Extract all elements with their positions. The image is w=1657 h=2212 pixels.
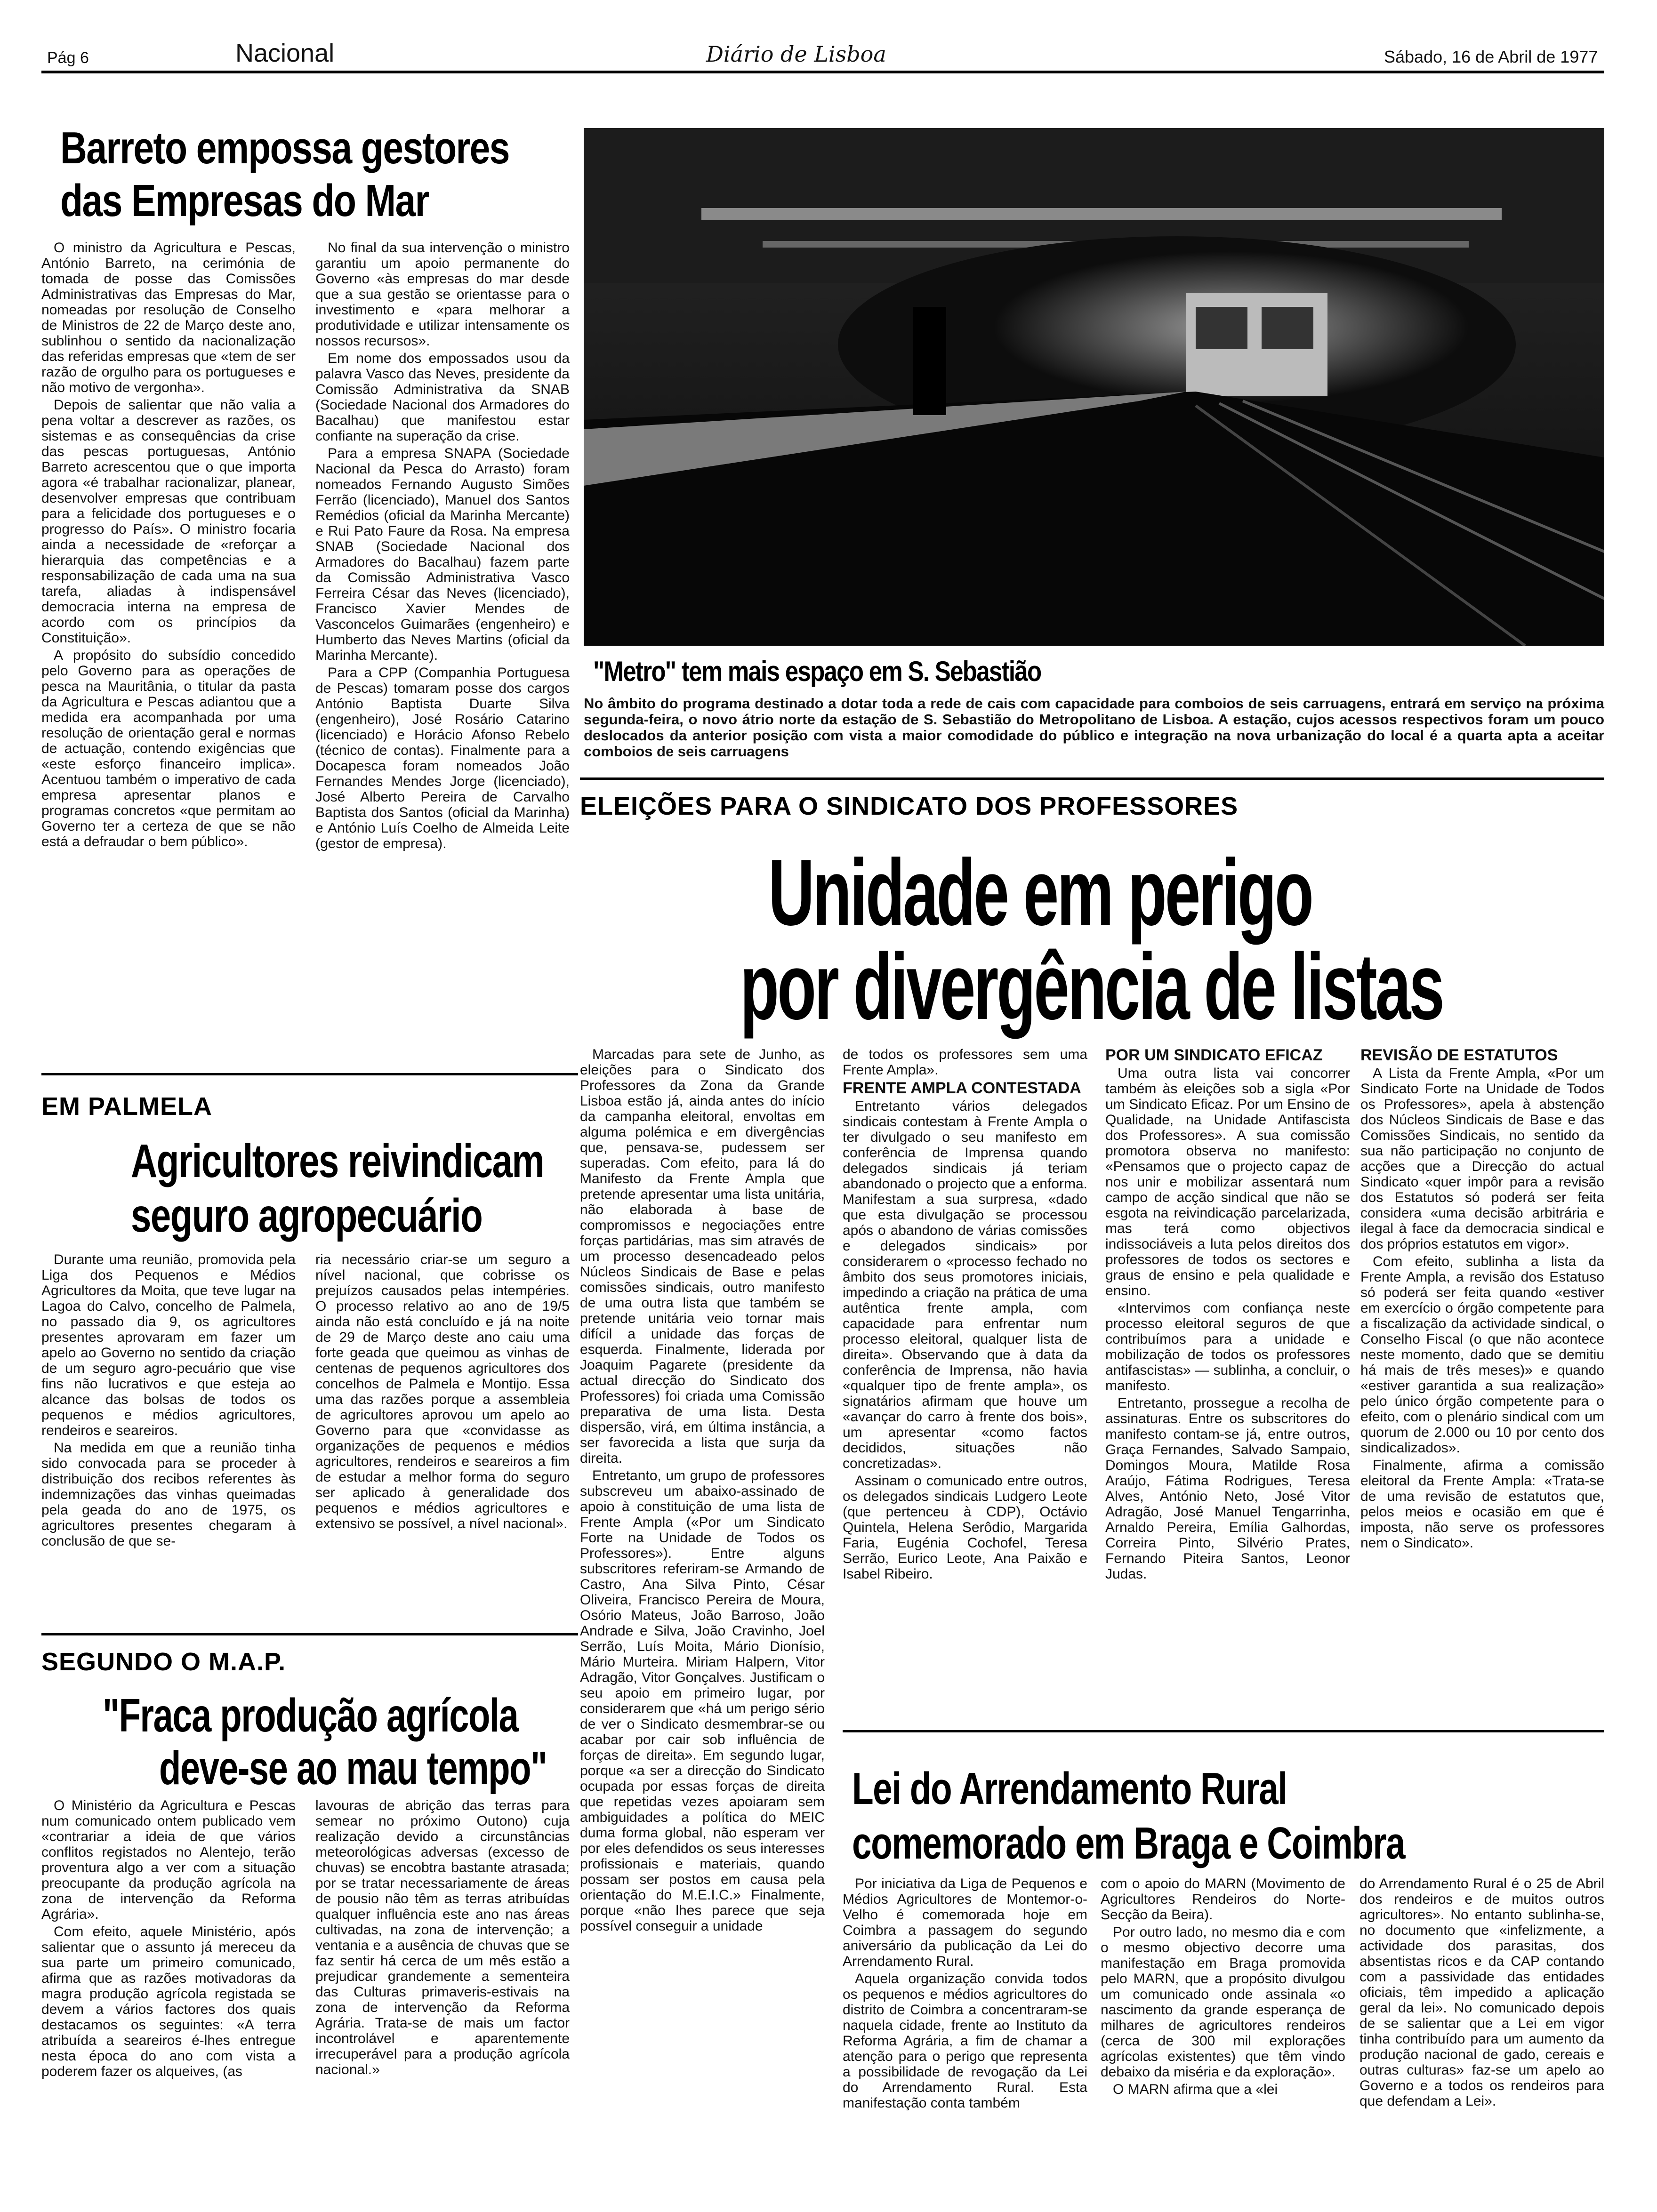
palmela-article	[41, 1078, 578, 1628]
paragraph: Com efeito, sublinha a lista da Frente Ampla, a revisão dos Estatuso só poderá ser feita quando «estiver em exercício o órgão competente para a fiscalização da actividade sindical, o Conselho Fiscal (o que não acontece neste momento, dado que se demitiu há mais de três meses)» e quando «estiver garantida a sua realização» pelo único órgão competente para o efeito, com o plenário sindical com um quorum de 2.000 ou 10 por cento dos sindicalizados».	[1360, 1254, 1604, 1456]
palmela-column-1	[41, 1252, 296, 1551]
barreto-column-1	[41, 240, 296, 851]
map-column-1	[41, 1798, 296, 2081]
paragraph: Entretanto, prossegue a recolha de assinaturas. Entre os subscritores do manifesto contam-se já, entre outros, Graça Fernandes, Salvado Sampaio, Domingos Moura, Matilde Rosa Araújo, Fátima Rodrigues, Teresa Alves, António Neto, José Vitor Adragão, José Manuel Tengarrinha, Arnaldo Pereira, Emília Galhordas, Correira Pinto, Silvério Prates, Fernando Piteira Santos, Leonor Judas.	[1105, 1395, 1350, 1582]
newspaper-name: Diário de Lisboa	[706, 41, 886, 67]
paragraph: O ministro da Agricultura e Pescas, António Barreto, na cerimónia de tomada de posse das Comissões Administrativas das Empresas do Mar, nomeadas por resolução de Conselho de Ministros de 22 de Março deste ano, sublinhou o sentido da nacionalização das referidas empresas que «tem de ser razão de orgulho para os portugueses e não motivo de vergonha».	[41, 240, 296, 395]
paragraph: Por iniciativa da Liga de Pequenos e Médios Agricultores de Montemor-o-Velho é comemorada hoje em Coimbra a passagem do segundo aniversário da publicação da Lei do Arrendamento Rural.	[843, 1876, 1087, 1969]
paragraph: do Arrendamento Rural é o 25 de Abril dos rendeiros e de muitos outros agricultores». No entanto sublinha-se, no documento que «infelizmente, a actividade dos parasitas, dos absentistas ricos e da CAP contando com a passividade das entidades oficiais, têm impedido a aplicação geral da lei». No comunicado depois de se salientar que a Lei em vigor tinha contribuído para um aumento da produção nacional de gado, cereais e outras culturas» faz-se um apelo ao Governo e a todos os rendeiros para que defendam a Lei».	[1359, 1876, 1604, 2109]
paragraph: Com efeito, aquele Ministério, após salientar que o assunto já mereceu da sua parte um primeiro comunicado, afirma que as razões motivadoras da magra produção agrícola registada se devem a vários factores dos quais destacamos os seguintes: «A terra atribuída a seareiros é-lhes entregue nesta época do ano com vista a poderem fazer os alqueives, (as	[41, 1924, 296, 2079]
paragraph: Depois de salientar que não valia a pena voltar a descrever as razões, os sistemas e as consequências da crise das pescas portuguesas, António Barreto acrescentou que o que importa agora «é trabalhar racionalizar, planear, desenvolver empresas que contribuam para a felicidade dos portugueses e o progresso do País». O ministro focaria ainda a necessidade de «reforçar a hierarquia das competências e a responsabilização de cada uma na sua tarefa, aliadas à indispensável democracia interna na empresa de acordo com os princípios da Constituição».	[41, 397, 296, 646]
paragraph: Finalmente, afirma a comissão eleitoral da Frente Ampla: «Trata-se de uma revisão de estatutos que, pelos meios e ocasião em que é imposta, não serve os professores nem o Sindicato».	[1360, 1458, 1604, 1551]
issue-date: Sábado, 16 de Abril de 1977	[1384, 47, 1598, 66]
paragraph: Para a empresa SNAPA (Sociedade Nacional da Pesca do Arrasto) foram nomeados Fernando Augusto Simões Ferrão (licenciado), Manuel dos Santos Remédios (oficial da Marinha Mercante) e Rui Pato Faure da Rosa. Na empresa SNAB (Sociedade Nacional dos Armadores do Bacalhau) fazem parte da Comissão Administrativa Vasco Ferreira César das Neves (licenciado), Francisco Xavier Mendes de Vasconcelos Guimarães (engenheiro) e Humberto das Neves Martins (oficial da Marinha Mercante).	[315, 446, 570, 663]
eleicoes-column-2	[843, 1047, 1087, 1584]
paragraph: Por outro lado, no mesmo dia e com o mesmo objectivo decorre uma manifestação em Braga promovida pelo MARN, que a propósito divulgou um comunicado onde assinala «o nascimento da grande esperança de milhares de agricultores rendeiros (cerca de 300 mil explorações agrícolas existentes) que têm vindo debaixo da miséria e da exploração».	[1101, 1924, 1345, 2080]
eleicoes-kicker: ELEIÇÕES PARA O SINDICATO DOS PROFESSORES	[580, 792, 1239, 820]
eleicoes-column-1	[580, 1047, 825, 1936]
paragraph: O Ministério da Agricultura e Pescas num comunicado ontem publicado vem «contrariar a ideia de que vários conflitos registados no Alentejo, terão proventura algo a ver com a situação preocupante da produção agrícola na zona de intervenção da Reforma Agrária».	[41, 1798, 296, 1922]
paragraph: Entretanto vários delegados sindicais contestam à Frente Ampla o ter divulgado o seu manifesto em conferência de Imprensa quando delegados sindicais já teriam abandonado o projecto que a enforma. Manifestam a sua surpresa, «dado que esta divulgação se processou após o abandono de várias comissões e delegados sindicais» por considerarem o «processo fechado no âmbito dos seus promotores iniciais, impedindo a criação na prática de uma autêntica frente ampla, com capacidade para enfrentar num processo eleitoral, qualquer lista de direita». Observando que à data da conferência de Imprensa, não havia «qualquer tipo de frente ampla», os signatários afirmam que houve um «avançar do carro à frente dos bois», um apresentar «como factos decididos, situações não concretizadas».	[843, 1098, 1087, 1471]
arrendamento-column-1	[843, 1876, 1087, 2113]
masthead-rule	[41, 71, 1604, 73]
eleicoes-headline-line2: por divergência de listas	[740, 934, 1443, 1039]
paragraph: A propósito do subsídio concedido pelo Governo para as operações de pesca na Mauritânia, o titular da pasta da Agricultura e Pescas adiantou que a medida era acompanhada por uma resolução de orientação geral e normas de actuação, contendo exigências que «este esforço financeiro implica». Acentuou também o imperativo de cada empresa apresentar planos e programas concretos «que permitam ao Governo ter a certeza de que se não está a defraudar o bem público».	[41, 648, 296, 850]
paragraph: Uma outra lista vai concorrer também às eleições sob a sigla «Por um Sindicato Eficaz. Por um Ensino de Qualidade, na Unidade Antifascista dos Professores». A sua comissão promotora observa no manifesto: «Pensamos que o projecto capaz de nos unir e mobilizar assentará num campo de acção sindical que não se esgota na reivindicação parcelarizada, mas terá como objectivos indissociáveis a luta pelos direitos dos professores de todos os sectores e graus de ensino e pela qualidade e ensino.	[1105, 1066, 1350, 1298]
eleicoes-column-3	[1105, 1047, 1350, 1584]
arrendamento-top-rule	[843, 1730, 1604, 1732]
paragraph: ria necessário criar-se um seguro a nível nacional, que cobrisse os prejuízos causados pelas intempéries. O processo relativo ao ano de 19/5 ainda não está concluído e já na noite de 29 de Março deste ano caiu uma forte geada que queimou as vinhas de centenas de pequenos agricultores dos concelhos de Palmela e Montijo. Essa uma das razões porque a assembleia de agricultores aprovou um apelo ao Governo para que «convidasse as organizações de pequenos e médios agricultores, rendeiros e seareiros a fim de estudar a melhor forma do seguro ser aplicado à generalidade dos pequenos e médios agricultores e extensivo se possível, a nível nacional».	[315, 1252, 570, 1531]
paragraph: Durante uma reunião, promovida pela Liga dos Pequenos e Médios Agricultores da Moita, que teve lugar na Lagoa do Calvo, concelho de Palmela, no passado dia 9, os agricultores presentes aprovaram em fazer um apelo ao Governo no sentido da criação de um seguro agro-pecuário que vise fins não lucrativos e que esteja ao alcance das bolsas de todos os pequenos e médios agricultores, rendeiros e seareiros.	[41, 1252, 296, 1438]
palmela-top-rule	[41, 1073, 578, 1075]
barreto-column-2	[315, 240, 570, 853]
paragraph: Em nome dos empossados usou da palavra Vasco das Neves, presidente da Comissão Administrativa da SNAB (Sociedade Nacional dos Armadores do Bacalhau) que manifestou estar confiante na superação da crise.	[315, 351, 570, 444]
metro-photo	[584, 128, 1604, 646]
metro-station-photo-image	[584, 128, 1604, 646]
paragraph: O MARN afirma que a «lei	[1113, 2082, 1278, 2097]
arrendamento-headline-line2: comemorado em Braga e Coimbra	[852, 1818, 1405, 1868]
arrendamento-headline-line1: Lei do Arrendamento Rural	[852, 1763, 1287, 1814]
map-headline-line2: deve-se ao mau tempo"	[159, 1742, 547, 1795]
barreto-article	[41, 122, 573, 1064]
paragraph: Entretanto, um grupo de professores subscreveu um abaixo-assinado de apoio à constituição de uma lista de Frente Ampla («Por um Sindicato Forte na Unidade de Todos os Professores»). Entre alguns subscritores referiram-se Armando de Castro, Ana Silva Pinto, César Oliveira, Francisco Pereira de Moura, Osório Mateus, João Barroso, João Andrade e Silva, João Cravinho, Joel Serrão, Luís Moita, Mário Dionísio, Mário Murteira. Miriam Halpern, Vitor Adragão, Vitor Gonçalves. Justificam o seu apoio em primeiro lugar, por considerarem que «há um perigo sério de ver o Sindicato desmembrar-se ou acabar por cair sob influência de forças de direita». Em segundo lugar, porque «a ser a direcção do Sindicato ocupada por essas forças de direita que repetidas vezes apoiaram sem ambiguidades a política do MEIC duma forma global, não esperam ver por eles defendidos os seus interesses profissionais e materiais, quando possam ser postos em causa pela orientação do M.E.I.C.» Finalmente, porque «não lhes parece que seja possível conseguir a unidade	[580, 1468, 825, 1934]
metro-caption-block	[584, 655, 1604, 773]
map-kicker: SEGUNDO O M.A.P.	[41, 1648, 286, 1676]
paragraph: Aquela organização convida todos os pequenos e médios agricultores do distrito de Coimbra a concentraram-se naquela cidade, frente ao Instituto da Reforma Agrária, a fim de chamar a atenção para o perigo que representa a possibilidade de revogação da Lei do Arrendamento Rural. Esta manifestação conta também	[843, 1971, 1087, 2111]
paragraph: No final da sua intervenção o ministro garantiu um apoio permanente do Governo «às empresas do mar desde que a sua gestão se orientasse para o investimento e «para melhorar a produtividade e utilizar intensamente os nossos recursos».	[315, 240, 570, 349]
masthead	[0, 0, 1657, 75]
map-article	[41, 1638, 578, 2179]
sindicato-eficaz-subheading: POR UM SINDICATO EFICAZ	[1105, 1046, 1323, 1064]
paragraph: de todos os professores sem uma Frente Ampla».	[843, 1047, 1087, 1078]
arrendamento-article	[843, 1735, 1604, 2187]
metro-headline: "Metro" tem mais espaço em S. Sebastião	[593, 656, 1041, 687]
paragraph: A Lista da Frente Ampla, «Por um Sindicato Forte na Unidade de Todos os Professores», apela à abstenção dos Núcleos Sindicais de Base e das Comissões Sindicais, no sentido da sua não participação no conjunto de acções que a Direcção do actual Sindicato «quer impôr para a revisão dos Estatutos só poderá ser feita considera «uma decisão arbitrária e ilegal à face da democracia sindical e dos próprios estatutos em vigor».	[1360, 1066, 1604, 1252]
palmela-column-2	[315, 1252, 570, 1533]
map-headline-line1: "Fraca produção agrícola	[103, 1689, 518, 1742]
paragraph: com o apoio do MARN (Movimento de Agricultores Rendeiros do Norte-Secção da Beira).	[1101, 1876, 1345, 1923]
map-column-2	[315, 1798, 570, 2079]
eleicoes-headline-line1: Unidade em perigo	[768, 840, 1312, 945]
eleicoes-top-rule	[580, 777, 1604, 780]
paragraph: lavouras de abrição das terras para semear no próximo Outono) cuja realização devido a circunstâncias meteorológicas adversas (excesso de chuvas) se encobtra bastante atrasada; por se tratar necessariamente de áreas de pousio não têm as terras atribuídas qualquer influência este ano nas áreas cultivadas, na zona de intervenção; a ventania e a ausência de chuvas que se faz sentir há cerca de um mês estão a prejudicar grandemente a sementeira das Culturas primaveris-estivais na zona de intervenção da Reforma Agrária. Trata-se de mais um factor incontrolável e aparentemente irrecuperável para a produção agrícola nacional.»	[315, 1798, 570, 2077]
eleicoes-header	[580, 782, 1604, 1039]
section-name: Nacional	[235, 39, 335, 67]
metro-caption-text: No âmbito do programa destinado a dotar toda a rede de cais com capacidade para comboios de seis carruagens, entrará em serviço na próxima segunda-feira, o novo átrio norte da estação de S. Sebastião do Metropolitano de Lisboa. A estação, cujos acessos respectivos foram um pouco deslocados da anterior posição com vista a maior comodidade do público e integração na nova urbanização do local é a quarta apta a aceitar comboios de seis carruagens	[584, 695, 1604, 760]
palmela-headline-line1: Agricultores reivindicam	[131, 1135, 544, 1187]
map-top-rule	[41, 1633, 578, 1635]
paragraph: «Intervimos com confiança neste processo eleitoral seguros de que contribuímos para a unidade e mobilização de todos os professores antifascistas» — sublinha, a concluir, o manifesto.	[1105, 1300, 1350, 1394]
palmela-kicker: EM PALMELA	[41, 1092, 212, 1121]
paragraph: Para a CPP (Companhia Portuguesa de Pescas) tomaram posse dos cargos António Baptista Duarte Silva (engenheiro), José Rosário Catarino (licenciado) e Horácio Afonso Rebelo (técnico de contas). Finalmente para a Docapesca foram nomeados João Fernandes Mendes Jorge (licenciado), José Alberto Pereira de Carvalho Baptista dos Santos (oficial da Marinha) e António Luís Coelho de Almeida Leite (gestor de empresa).	[315, 665, 570, 851]
frente-ampla-subheading: FRENTE AMPLA CONTESTADA	[843, 1079, 1081, 1097]
paragraph: Assinam o comunicado entre outros, os delegados sindicais Ludgero Leote (que pertenceu à CDP), Octávio Quintela, Helena Serôdio, Margarida Faria, Eugénia Cochofel, Teresa Serrão, Eurico Leote, Ana Paixão e Isabel Ribeiro.	[843, 1473, 1087, 1582]
arrendamento-column-3	[1359, 1876, 1604, 2111]
revisao-estatutos-subheading: REVISÃO DE ESTATUTOS	[1360, 1046, 1558, 1064]
palmela-headline-line2: seguro agropecuário	[131, 1189, 483, 1242]
paragraph: Na medida em que a reunião tinha sido convocada para se proceder à distribuição dos recibos referentes às indemnizações das vinhas queimadas pela geada do ano de 1975, os agricultores presentes chegaram à conclusão de que se-	[41, 1440, 296, 1549]
arrendamento-column-2	[1101, 1876, 1345, 2099]
barreto-headline-line2: das Empresas do Mar	[60, 176, 429, 226]
page-number: Pág 6	[47, 49, 89, 67]
barreto-headline-line1: Barreto empossa gestores	[60, 123, 509, 173]
eleicoes-column-4	[1360, 1047, 1604, 1553]
paragraph: Marcadas para sete de Junho, as eleições para o Sindicato dos Professores da Zona da Grande Lisboa estão já, ainda antes do início da campanha eleitoral, envoltas em alguma polémica e em divergências que, pensava-se, pudessem ser superadas. Com efeito, para lá do Manifesto da Frente Ampla que pretende apresentar uma lista unitária, não elaborada à base de compromissos e negociações entre forças partidárias, mas sim através de um processo desencadeado pelos Núcleos Sindicais de Base e pelas comissões sindicais, outro manifesto de uma outra lista que também se pretende unitária veio tornar mais difícil a unidade das forças de esquerda. Finalmente, liderada por Joaquim Pagarete (presidente da actual direcção do Sindicato dos Professores) foi criada uma Comissão preparativa de uma lista. Desta dispersão, virá, em última instância, a ser favorecida a lista que surja da direita.	[580, 1047, 825, 1466]
